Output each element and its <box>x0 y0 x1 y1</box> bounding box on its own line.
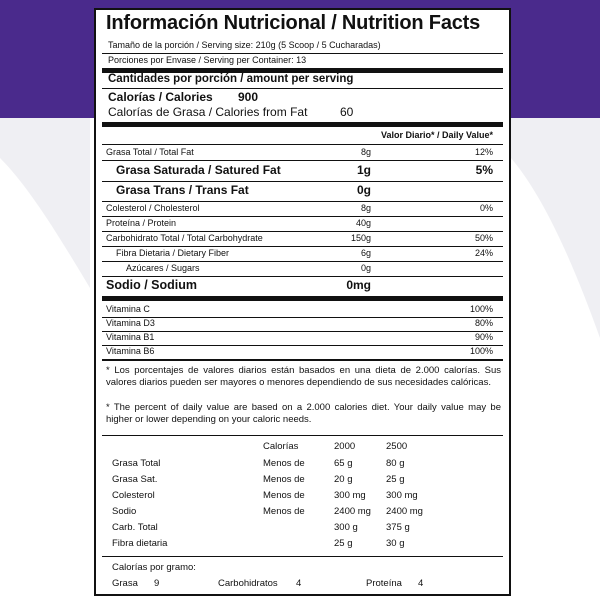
nutrient-row-total-fat <box>102 145 503 160</box>
nutrient-dv: 24% <box>474 248 493 258</box>
serving-size: Tamaño de la porción / Serving size: 210g (5 Scoop / 5 Cucharadas) <box>108 40 381 50</box>
ft-cell: 300 g <box>334 522 358 533</box>
nutrient-row-trans-fat <box>102 181 503 199</box>
divider-thick <box>102 122 503 127</box>
ft-cell: 25 g <box>386 474 405 485</box>
nutrient-amount: 6g <box>360 248 371 258</box>
nutrient-dv: 12% <box>474 147 493 157</box>
daily-value-header: Valor Diario* / Daily Value* <box>380 130 493 140</box>
ft-cell: Menos de <box>263 490 305 501</box>
cal-per-gram-value: 4 <box>296 578 302 589</box>
nutrient-amount: 8g <box>360 203 371 213</box>
ft-cell: 80 g <box>386 458 405 469</box>
ft-header-2000: 2000 <box>334 441 356 452</box>
ft-cell: Sodio <box>112 506 137 517</box>
vitamin-name: Vitamina C <box>106 304 150 314</box>
ft-cell: 25 g <box>334 538 353 549</box>
cal-per-gram-name: Carbohidratos <box>218 578 278 589</box>
vitamin-row <box>102 331 503 345</box>
ft-cell: Colesterol <box>112 490 155 501</box>
ft-cell: 65 g <box>334 458 353 469</box>
divider-thick <box>102 296 503 301</box>
ft-header-calories: Calorías <box>263 441 299 452</box>
ft-cell: 375 g <box>386 522 410 533</box>
servings-per-container: Porciones por Envase / Serving per Container: 13 <box>108 55 307 65</box>
calories-value: 900 <box>238 90 259 104</box>
nutrient-name: Sodio / Sodium <box>106 278 197 292</box>
divider <box>102 435 503 436</box>
nutrient-row-total-carbohydrate <box>102 231 503 246</box>
nutrient-dv: 0% <box>479 203 493 213</box>
cal-per-gram-value: 4 <box>418 578 424 589</box>
vitamin-name: Vitamina D3 <box>106 318 155 328</box>
nutrient-amount: 40g <box>355 218 371 228</box>
calories-from-fat-label: Calorías de Grasa / Calories from Fat <box>108 105 308 119</box>
vitamin-dv: 100% <box>469 304 493 314</box>
nutrient-row-dietary-fiber <box>102 246 503 261</box>
ft-header-2500: 2500 <box>386 441 408 452</box>
ft-cell: Grasa Total <box>112 458 161 469</box>
nutrient-dv: 50% <box>474 233 493 243</box>
nutrient-row-protein <box>102 216 503 231</box>
divider <box>102 88 503 89</box>
vitamin-dv: 80% <box>474 318 493 328</box>
nutrient-name: Grasa Trans / Trans Fat <box>116 183 249 197</box>
cal-per-gram-value: 9 <box>154 578 160 589</box>
ft-cell: 300 mg <box>334 490 366 501</box>
nutrient-amount: 0g <box>360 263 371 273</box>
ft-cell: 300 mg <box>386 490 418 501</box>
nutrient-row-sodium <box>102 276 503 296</box>
nutrient-amount: 0mg <box>346 278 371 292</box>
nutrient-amount: 150g <box>350 233 371 243</box>
ft-cell: 30 g <box>386 538 405 549</box>
calories-label: Calorías / Calories <box>108 90 213 104</box>
footnote-spanish: * Los porcentajes de valores diarios están basados en una dieta de 2.000 calorías. Sus valores diarios pueden ser mayores o menores dependiendo de sus necesidades calóricas. <box>106 365 501 388</box>
nutrient-amount: 8g <box>360 147 371 157</box>
nutrient-name: Grasa Total / Total Fat <box>106 147 194 157</box>
vitamin-dv: 90% <box>474 332 493 342</box>
nutrient-name: Grasa Saturada / Satured Fat <box>116 163 281 177</box>
nutrient-row-saturated-fat <box>102 161 503 179</box>
footnote-english: * The percent of daily value are based on a 2.000 calories diet. Your daily value may be higher or lower depending on your caloric needs. <box>106 402 501 425</box>
ft-cell: Fibra dietaria <box>112 538 168 549</box>
ft-cell: Grasa Sat. <box>112 474 158 485</box>
ft-cell: 2400 mg <box>334 506 371 517</box>
vitamin-name: Vitamina B1 <box>106 332 155 342</box>
nutrient-dv: 5% <box>475 163 493 177</box>
vitamin-row <box>102 345 503 359</box>
cal-per-gram-name: Proteína <box>366 578 402 589</box>
nutrient-name: Fibra Dietaria / Dietary Fiber <box>116 248 230 258</box>
nutrient-name: Carbohidrato Total / Total Carbohydrate <box>106 233 263 243</box>
nutrition-facts-label <box>94 8 511 596</box>
vitamin-row <box>102 303 503 317</box>
nutrient-row-sugars <box>102 261 503 276</box>
ft-cell: Menos de <box>263 458 305 469</box>
vitamin-dv: 100% <box>469 346 493 356</box>
calories-from-fat-value: 60 <box>340 105 354 119</box>
vitamin-row <box>102 317 503 331</box>
vitamin-name: Vitamina B6 <box>106 346 155 356</box>
cal-per-gram-name: Grasa <box>112 578 138 589</box>
nutrient-amount: 0g <box>356 183 371 197</box>
nutrient-name: Azúcares / Sugars <box>126 263 200 273</box>
divider <box>102 53 503 54</box>
divider <box>102 556 503 557</box>
ft-cell: Menos de <box>263 474 305 485</box>
calories-per-gram-label: Calorías por gramo: <box>112 562 196 573</box>
nutrient-name: Colesterol / Cholesterol <box>106 203 200 213</box>
ft-cell: Carb. Total <box>112 522 158 533</box>
divider <box>102 359 503 361</box>
ft-cell: Menos de <box>263 506 305 517</box>
nutrient-name: Proteína / Protein <box>106 218 177 228</box>
ft-cell: 2400 mg <box>386 506 423 517</box>
label-title: Información Nutricional / Nutrition Facts <box>106 12 481 34</box>
ft-cell: 20 g <box>334 474 353 485</box>
nutrient-row-cholesterol <box>102 201 503 216</box>
nutrient-amount: 1g <box>356 163 371 177</box>
amount-per-serving-header: Cantidades por porción / amount per serving <box>108 73 354 85</box>
